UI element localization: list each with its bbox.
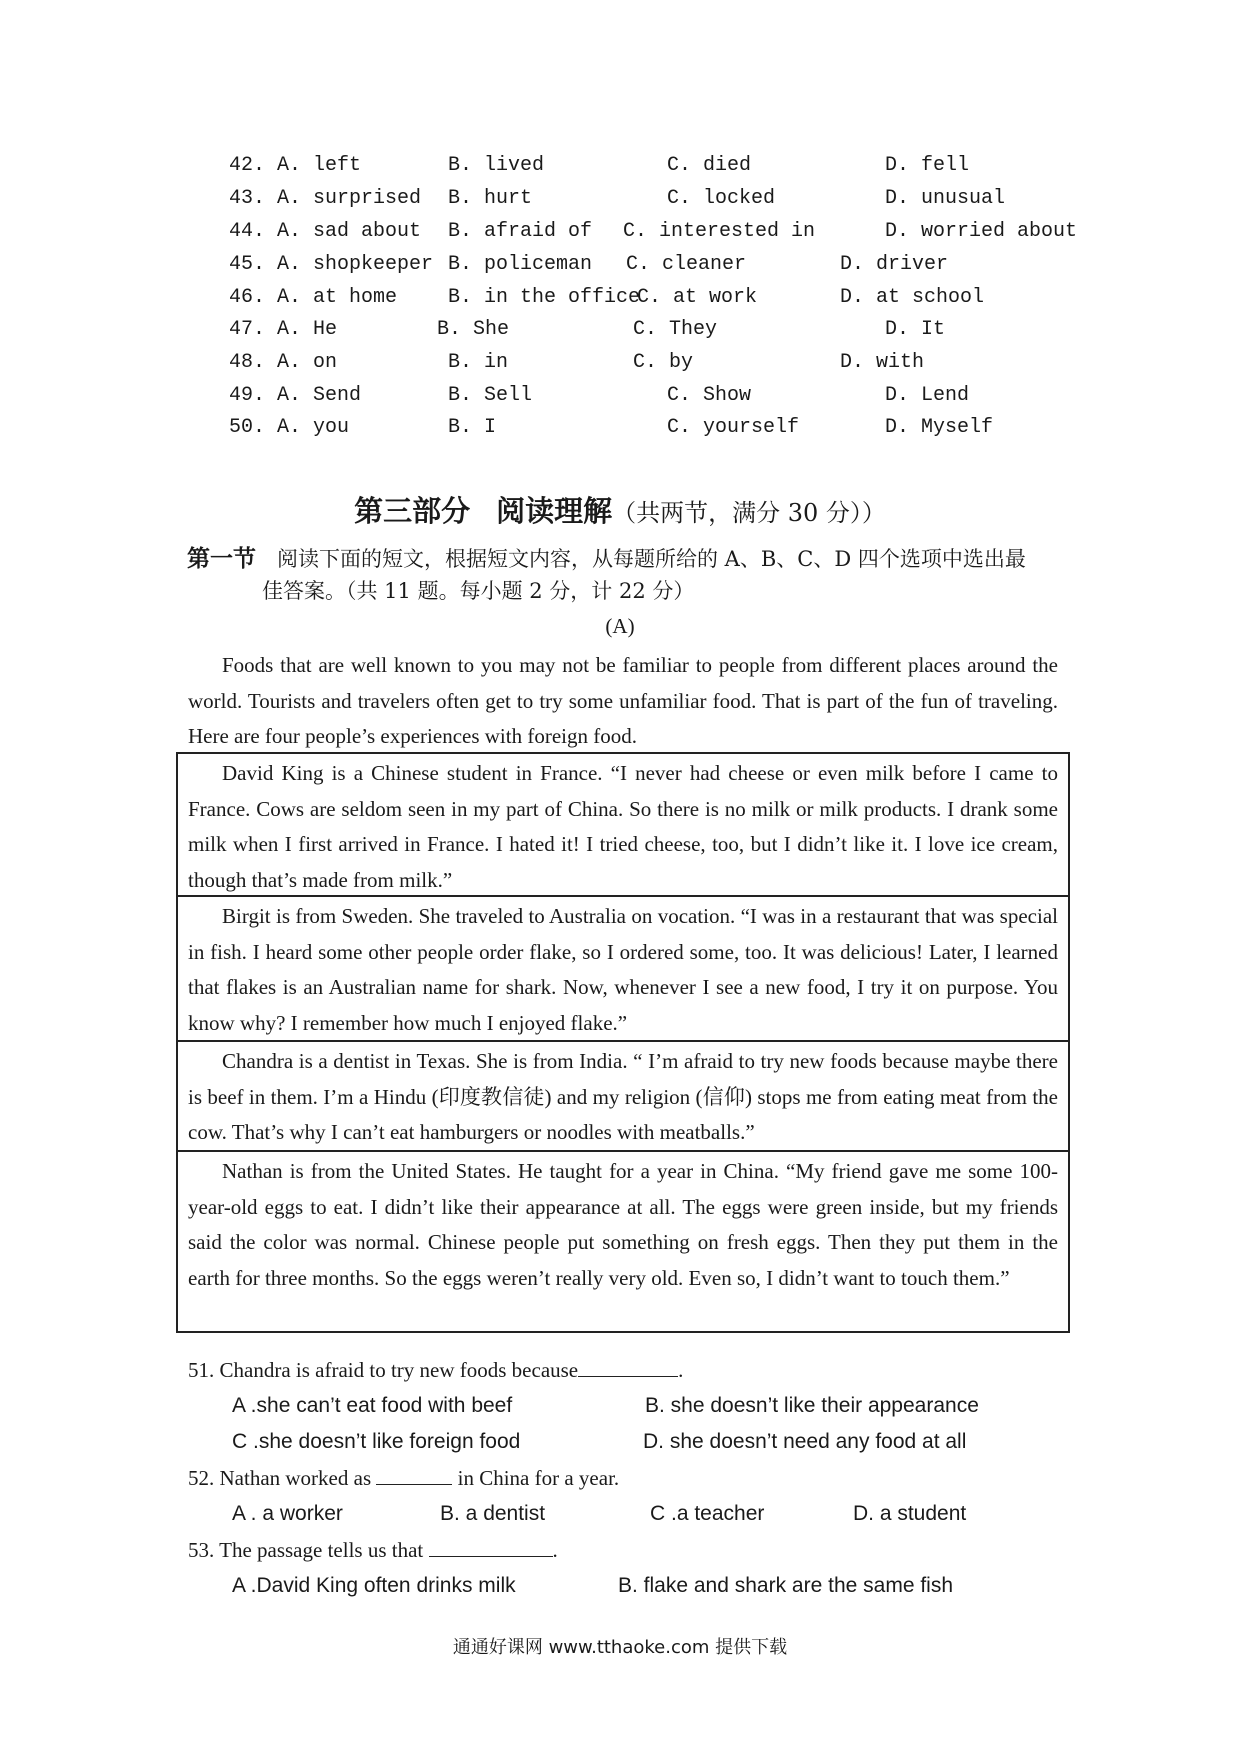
choice-d: D. she doesn’t need any food at all bbox=[643, 1430, 967, 1453]
option-a: 44. A. sad about bbox=[229, 220, 422, 243]
part-score-note: （共两节，满分 30 分）） bbox=[612, 499, 886, 527]
option-a: 48. A. on bbox=[229, 351, 338, 374]
choice-a: A .David King often drinks milk bbox=[232, 1574, 516, 1597]
choice-d: D. a student bbox=[853, 1502, 967, 1525]
question-stem: 51. Chandra is afraid to try new foods because bbox=[188, 1358, 579, 1382]
choice-c: C .a teacher bbox=[650, 1502, 765, 1525]
option-d: D. It bbox=[885, 318, 946, 341]
cloze-option-row bbox=[0, 282, 1240, 314]
part-heading bbox=[0, 491, 1240, 533]
question-52 bbox=[188, 1462, 619, 1494]
option-b: B. Sell bbox=[448, 384, 533, 407]
option-a: 45. A. shopkeeper bbox=[229, 253, 434, 276]
story-text: Chandra is a dentist in Texas. She is from India. “ I’m afraid to try new foods because maybe there is beef in them. I’m a Hindu (印度教信徒) and my religion (信仰) stops me from eating meat from the cow. That’s why I can’t eat hamburgers or noodles with meatballs.” bbox=[188, 1049, 1058, 1145]
question-53 bbox=[188, 1534, 558, 1566]
choice-b: B. flake and shark are the same fish bbox=[618, 1574, 954, 1597]
option-b: B. in bbox=[448, 351, 509, 374]
option-a: 43. A. surprised bbox=[229, 187, 422, 210]
answer-blank bbox=[429, 1534, 553, 1557]
option-a: 47. A. He bbox=[229, 318, 338, 341]
option-a: 42. A. left bbox=[229, 154, 362, 177]
cloze-option-row bbox=[0, 249, 1240, 281]
option-d: D. Myself bbox=[885, 416, 994, 439]
story-box bbox=[176, 1042, 1070, 1152]
option-d: D. at school bbox=[840, 286, 985, 309]
option-c: C. interested in bbox=[623, 220, 816, 243]
option-a: 49. A. Send bbox=[229, 384, 362, 407]
passage-label: (A) bbox=[605, 614, 635, 638]
story-box bbox=[176, 1152, 1070, 1333]
option-c: C. at work bbox=[637, 286, 758, 309]
choice-a: A .she can’t eat food with beef bbox=[232, 1394, 513, 1417]
option-d: D. driver bbox=[840, 253, 949, 276]
option-d: D. Lend bbox=[885, 384, 970, 407]
instruction-line-2: 佳答案。（共 11 题。每小题 2 分，计 22 分） bbox=[262, 579, 695, 603]
answer-blank bbox=[578, 1354, 678, 1377]
option-d: D. worried about bbox=[885, 220, 1078, 243]
question-tail: . bbox=[552, 1538, 558, 1562]
cloze-option-row bbox=[0, 216, 1240, 248]
option-b: B. lived bbox=[448, 154, 545, 177]
option-b: B. I bbox=[448, 416, 497, 439]
story-box bbox=[176, 752, 1070, 897]
option-c: C. yourself bbox=[667, 416, 800, 439]
question-51 bbox=[188, 1354, 683, 1386]
page-footer: 通通好课网 www.tthaoke.com 提供下载 bbox=[452, 1637, 788, 1658]
option-a: 50. A. you bbox=[229, 416, 350, 439]
option-d: D. with bbox=[840, 351, 925, 374]
cloze-option-row bbox=[0, 347, 1240, 379]
cloze-option-row bbox=[0, 314, 1240, 346]
story-box bbox=[176, 897, 1070, 1042]
option-c: C. cleaner bbox=[626, 253, 747, 276]
passage-intro: Foods that are well known to you may not be familiar to people from different places around the world. Tourists and travelers often get to try some unfamiliar food. That is part of the fun of traveling. Here are four people’s experiences with foreign food. bbox=[188, 653, 1058, 748]
option-c: C. They bbox=[633, 318, 718, 341]
choice-a: A . a worker bbox=[232, 1502, 343, 1525]
option-c: C. by bbox=[633, 351, 694, 374]
option-b: B. in the office bbox=[448, 286, 641, 309]
instruction-line-1: 阅读下面的短文，根据短文内容，从每题所给的 A、B、C、D 四个选项中选出最 bbox=[277, 547, 1026, 571]
question-tail: in China for a year. bbox=[457, 1466, 620, 1490]
answer-blank bbox=[376, 1462, 452, 1485]
story-text: Birgit is from Sweden. She traveled to Australia on vocation. “I was in a restaurant that was special in fish. I heard some other people order flake, so I ordered some, too. It was delicious! Later, I learned that flakes is an Australian name for shark. Now, whenever I see a new food, I try it on purpose. You know why? I remember how much I enjoyed flake.” bbox=[188, 904, 1058, 1036]
option-b: B. hurt bbox=[448, 187, 533, 210]
cloze-option-row bbox=[0, 412, 1240, 444]
option-b: B. She bbox=[437, 318, 510, 341]
question-stem: 52. Nathan worked as bbox=[188, 1466, 372, 1490]
section-label: 第一节 bbox=[187, 546, 256, 572]
cloze-option-row bbox=[0, 150, 1240, 182]
option-b: B. policeman bbox=[448, 253, 593, 276]
story-text: Nathan is from the United States. He taught for a year in China. “My friend gave me some 100-year-old eggs to eat. I didn’t like their appearance at all. The eggs were green inside, but my friends said the color was normal. Chinese people put something on fresh eggs. Then they put them in the earth for three months. So the eggs weren’t really very old. Even so, I didn’t want to touch them.” bbox=[188, 1159, 1058, 1291]
question-tail: . bbox=[678, 1358, 684, 1382]
choice-b: B. a dentist bbox=[440, 1502, 546, 1525]
option-c: C. died bbox=[667, 154, 752, 177]
option-c: C. Show bbox=[667, 384, 752, 407]
part-subtitle: 阅读理解 bbox=[496, 494, 613, 528]
option-b: B. afraid of bbox=[448, 220, 593, 243]
option-d: D. unusual bbox=[885, 187, 1006, 210]
option-a: 46. A. at home bbox=[229, 286, 398, 309]
choice-b: B. she doesn’t like their appearance bbox=[645, 1394, 979, 1417]
choice-c: C .she doesn’t like foreign food bbox=[232, 1430, 521, 1453]
question-stem: 53. The passage tells us that bbox=[188, 1538, 424, 1562]
cloze-option-row bbox=[0, 380, 1240, 412]
story-text: David King is a Chinese student in France. “I never had cheese or even milk before I came to France. Cows are seldom seen in my part of China. So there is no milk or milk products. I drank some milk when I first arrived in France. I hated it! I tried cheese, too, but I didn’t like it. I love ice cream, though that’s made from milk.” bbox=[188, 761, 1058, 893]
option-d: D. fell bbox=[885, 154, 970, 177]
cloze-option-row bbox=[0, 183, 1240, 215]
option-c: C. locked bbox=[667, 187, 776, 210]
part-title: 第三部分 bbox=[354, 494, 471, 528]
